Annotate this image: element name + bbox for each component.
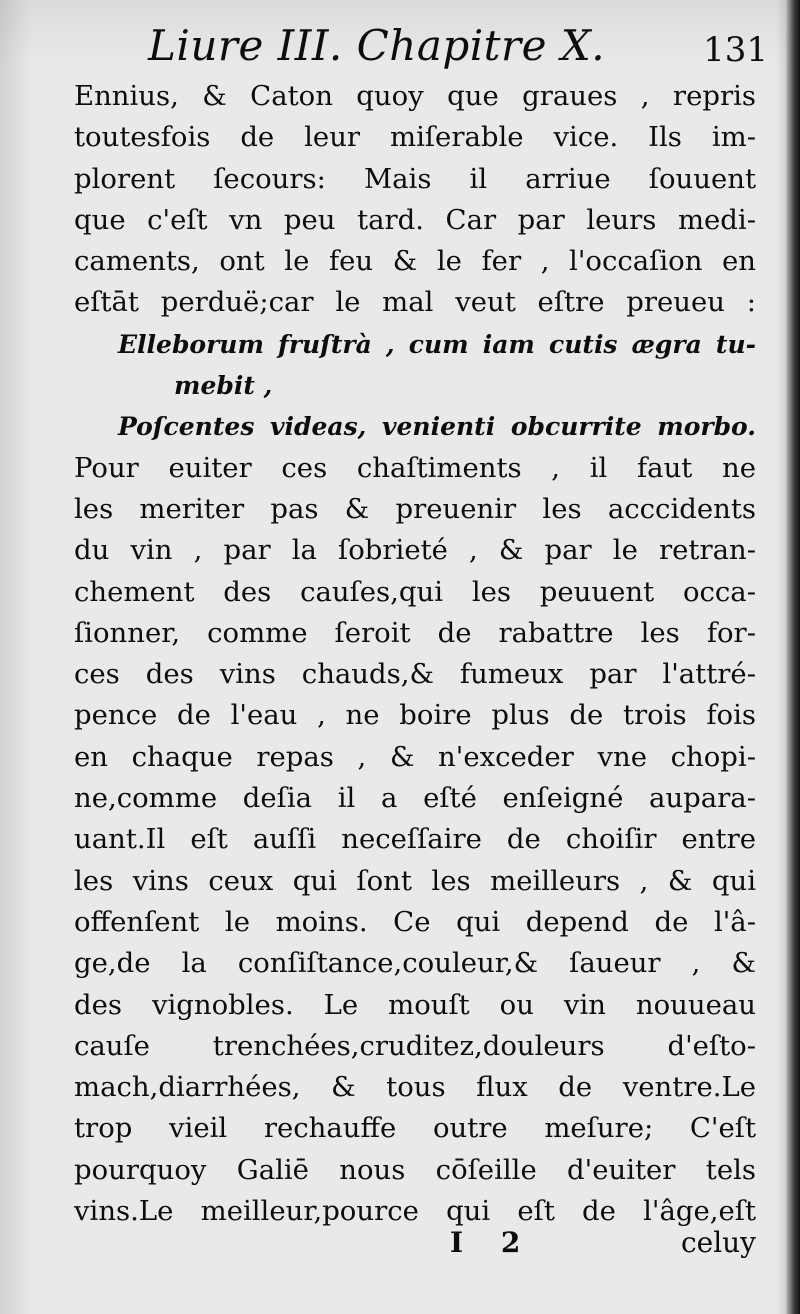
- text-line: des vignobles. Le mouſt ou vin nouueau: [74, 988, 756, 1021]
- text-line: ne,comme deſia il a eſté enſeigné aupara-: [74, 782, 756, 815]
- text-line: ſionner, comme ſeroit de rabattre les for-: [74, 616, 756, 649]
- text-line: mach,diarrhées, & tous flux de ventre.Le: [74, 1071, 756, 1104]
- text-line: eſtāt perduë;car le mal veut eſtre preueu :: [74, 286, 756, 319]
- text-line: Ennius, & Caton quoy que graues , repris: [74, 80, 756, 112]
- text-line: offenſent le moins. Ce qui depend de l'â-: [74, 905, 756, 938]
- latin-verse-line: Elleborum fruſtrà , cum iam cutis ægra tu-: [118, 329, 756, 359]
- text-line: les meriter pas & preuenir les acccidents: [74, 492, 756, 525]
- text-line: toutesfois de leur miſerable vice. Ils im-: [74, 121, 756, 154]
- text-line: pence de l'eau , ne boire plus de trois fois: [74, 699, 756, 732]
- latin-verse-line: Poſcentes videas, venienti obcurrite morbo.: [118, 412, 756, 442]
- text-line: plorent ſecours: Mais il arriue ſouuent: [74, 162, 756, 195]
- text-line: les vins ceux qui ſont les meilleurs , & qui: [74, 864, 756, 897]
- text-line: vins.Le meilleur,pource qui eſt de l'âge,eſt: [74, 1195, 756, 1228]
- text-line: cauſe trenchées,cruditez,douleurs d'eſto-: [74, 1029, 756, 1062]
- page-binding-shadow: [786, 0, 800, 1314]
- running-head: Liure III. Chapitre X.: [148, 21, 606, 70]
- text-line: ge,de la conſiſtance,couleur,& ſaueur , &: [74, 947, 756, 980]
- text-line: chement des cauſes,qui les peuuent occa-: [74, 575, 756, 608]
- text-line: uant.Il eſt auſſi neceſſaire de choiſir entre: [74, 823, 756, 856]
- text-line: pourquoy Galiē nous cōſeille d'euiter tels: [74, 1153, 756, 1186]
- text-line: caments, ont le feu & le fer , l'occaſion en: [74, 245, 756, 278]
- text-block: [74, 76, 756, 1232]
- page-header: [148, 18, 768, 74]
- text-line: en chaque repas , & n'exceder vne chopi-: [74, 740, 756, 773]
- signature-mark: I 2: [450, 1226, 535, 1259]
- text-line: que c'eſt vn peu tard. Car par leurs medi-: [74, 203, 756, 236]
- text-line: trop vieil rechauffe outre meſure; C'eſt: [74, 1112, 756, 1145]
- page-footer: [74, 1220, 756, 1266]
- latin-verse-line: mebit ,: [174, 371, 273, 401]
- catchword: celuy: [680, 1226, 756, 1259]
- text-line: Pour euiter ces chaſtiments , il faut ne: [74, 451, 756, 484]
- text-line: ces des vins chauds,& fumeux par l'attré-: [74, 658, 756, 691]
- page-number: 131: [703, 30, 768, 70]
- text-line: du vin , par la ſobrieté , & par le retran-: [74, 534, 756, 567]
